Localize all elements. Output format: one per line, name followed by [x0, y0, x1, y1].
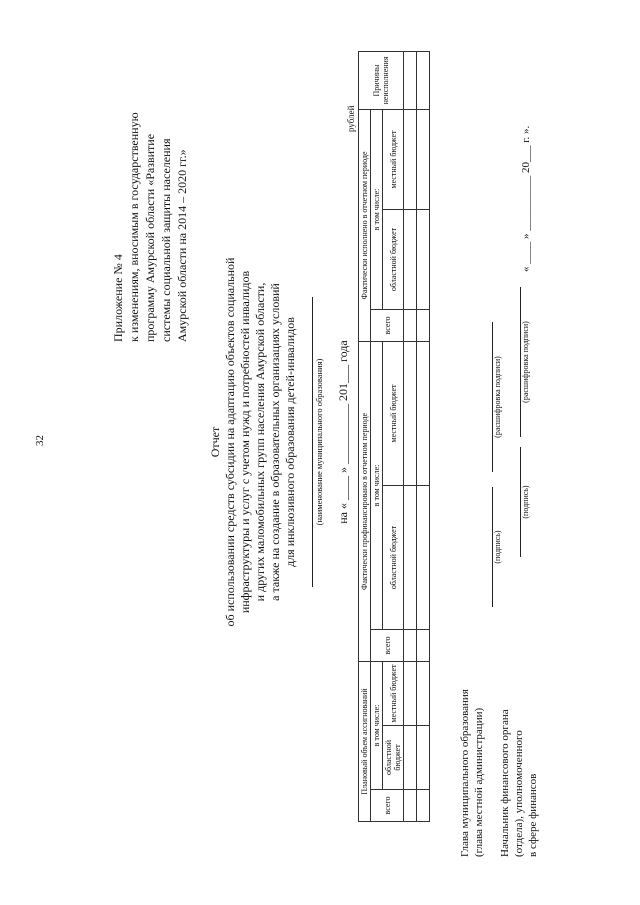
page-number: 32 — [34, 435, 46, 446]
header-local: местный бюджет — [383, 661, 404, 725]
report-table — [358, 51, 430, 822]
header-total: всего — [371, 629, 404, 661]
table-cell — [404, 661, 417, 725]
signatory-finance-line: в сфере финансов — [527, 773, 539, 857]
table-cell — [404, 51, 417, 109]
signatory-finance-line: (отдела), уполномоченного — [513, 730, 525, 857]
decode-caption: (расшифровка подписи) — [521, 321, 530, 403]
decode-caption: (расшифровка подписи) — [493, 356, 502, 438]
head-decode-field — [492, 322, 502, 472]
table-cell — [417, 309, 430, 341]
header-including: в том числе: — [371, 341, 383, 629]
table-cell — [404, 726, 417, 790]
period-mid: » — [336, 466, 350, 473]
header-regional: областной бюджет — [383, 209, 404, 309]
rotated-document-sheet — [20, 42, 539, 862]
header-executed: Фактически исполнено в отчетном периоде — [359, 109, 371, 341]
signatory-head-line: (глава местной администрации) — [473, 707, 485, 857]
signature-caption: (подпись) — [521, 485, 530, 519]
table-cell — [417, 341, 430, 485]
finance-signature-field — [520, 447, 530, 557]
period-year-blank: ___ — [336, 364, 350, 383]
header-including: в том числе: — [371, 109, 383, 309]
report-title-line: для инклюзивного образования детей-инвалидов — [283, 317, 297, 567]
report-title-line: и других маломобильных групп населения Амурской области, — [253, 282, 267, 602]
header-local: местный бюджет — [383, 341, 404, 485]
appendix-line: программу Амурской области «Развитие — [143, 133, 157, 342]
header-including: в том числе: — [371, 661, 383, 789]
currency-unit: рублей — [346, 105, 356, 132]
signatory-head-line: Глава муниципального образования — [459, 689, 471, 857]
signatory-head — [458, 617, 486, 857]
appendix-line: системы социальной защиты населения — [159, 138, 173, 342]
table-cell — [417, 661, 430, 725]
table-header-row — [383, 51, 404, 821]
report-title-line: а также на создание в образовательных организациях условий — [268, 283, 282, 601]
report-period — [336, 322, 351, 542]
signature-date — [520, 22, 532, 272]
appendix-line: Амурской области на 2014 – 2020 гг.» — [175, 149, 189, 342]
municipality-rule — [312, 297, 313, 587]
header-local: местный бюджет — [383, 109, 404, 209]
date-year-blank: ___ — [520, 145, 532, 162]
date-year: 20 — [520, 162, 532, 173]
period-year: 201 — [336, 382, 350, 401]
table-cell — [417, 485, 430, 629]
table-row — [417, 51, 430, 821]
report-title-block — [208, 172, 298, 712]
header-regional: областной бюджет — [383, 485, 404, 629]
table-cell — [404, 629, 417, 661]
header-regional: областной бюджет — [383, 726, 404, 790]
municipality-caption: (наименование муниципального образования) — [314, 358, 324, 526]
table-cell — [417, 51, 430, 109]
table-header-row — [359, 51, 371, 821]
table-cell — [404, 209, 417, 309]
header-total: всего — [371, 790, 404, 822]
appendix-title: Приложение № 4 — [111, 254, 125, 342]
appendix-line: к изменениям, вносимым в государственную — [127, 112, 141, 342]
date-month-blank: __________ — [520, 175, 532, 231]
table-cell — [417, 790, 430, 822]
table-cell — [404, 485, 417, 629]
finance-decode-field — [520, 287, 530, 437]
period-prefix: на « — [336, 502, 350, 524]
table-cell — [404, 790, 417, 822]
head-signature-field — [492, 487, 502, 607]
signature-caption: (подпись) — [493, 530, 502, 564]
header-total: всего — [371, 309, 404, 341]
table-row — [404, 51, 417, 821]
date-suffix: г. ». — [520, 125, 532, 143]
table-cell — [404, 341, 417, 485]
report-title-line: инфраструктуры и услуг с учетом нужд и потребностей инвалидов — [238, 270, 252, 614]
date-day-blank: ____ — [520, 241, 532, 264]
appendix-block — [110, 42, 190, 342]
period-day-blank: ____ — [336, 475, 350, 500]
date-mid: » — [520, 233, 532, 239]
header-planned: Плановый объем ассигнований — [359, 661, 371, 821]
municipality-field — [312, 297, 324, 587]
header-financed: Фактически профинансировано в отчетном периоде — [359, 341, 371, 661]
table-header-row — [371, 51, 383, 821]
signatory-finance — [498, 627, 540, 857]
table-cell — [417, 726, 430, 790]
table-cell — [404, 309, 417, 341]
table-cell — [417, 629, 430, 661]
signatory-finance-line: Начальник финансового органа — [499, 709, 511, 857]
header-reasons: Причины неисполнения — [359, 51, 404, 109]
period-month-blank: __________ — [336, 403, 350, 464]
table-cell — [417, 109, 430, 209]
date-open: « — [520, 266, 532, 272]
period-suffix: года — [336, 340, 350, 362]
report-title-line: об использовании средств субсидии на адаптацию объектов социальной — [223, 257, 237, 627]
table-cell — [417, 209, 430, 309]
report-heading: Отчет — [208, 426, 222, 458]
table-cell — [404, 109, 417, 209]
